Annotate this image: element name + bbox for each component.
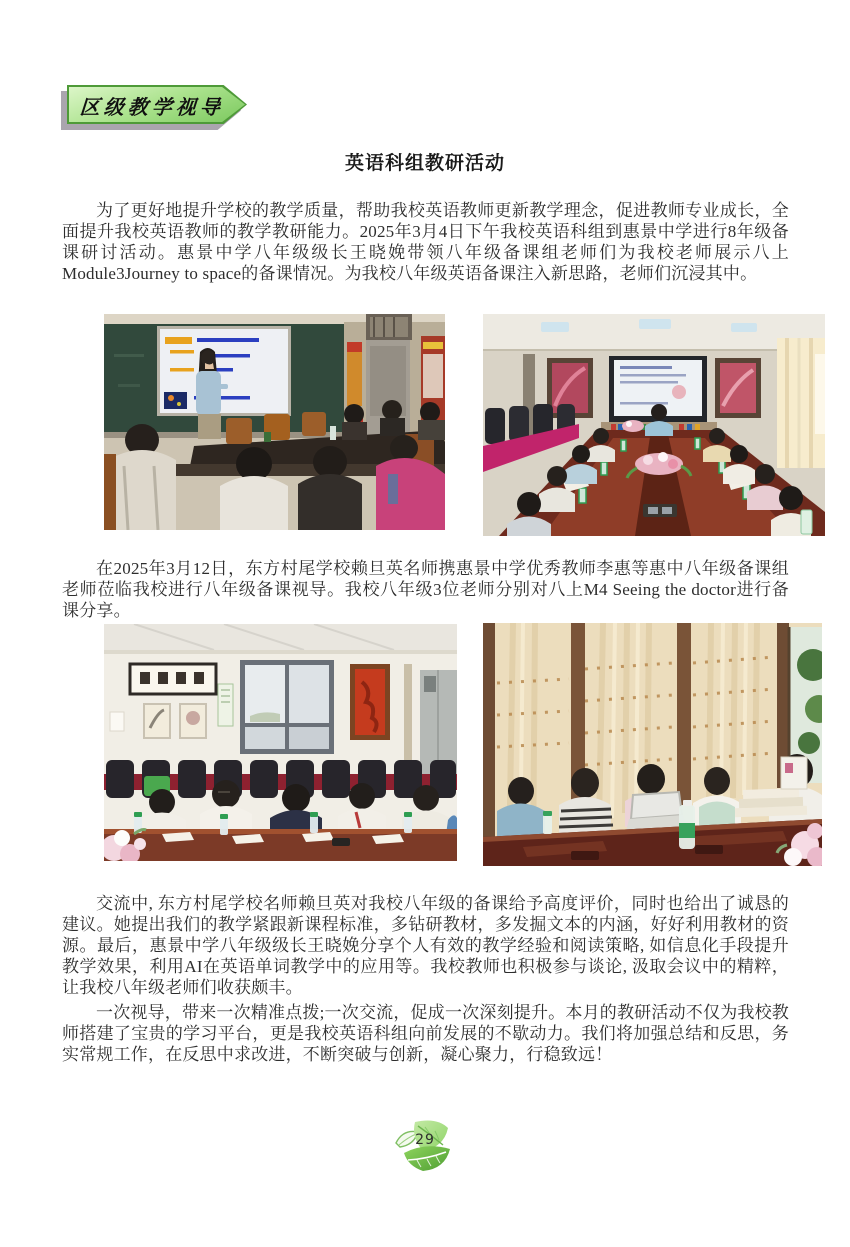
photo-classroom-presentation (104, 314, 445, 530)
paragraph-4: 一次视导，带来一次精准点拨;一次交流，促成一次深刻提升。本月的教研活动不仅为我校教师搭建了宝贵的学习平台，更是我校英语科组向前发展的不歇动力。我们将加强总结和反思，务实常规工作，在反思中求改进，不断突破与创新，凝心聚力，行稳致远！ (62, 1003, 789, 1064)
section-ribbon (67, 85, 247, 124)
paragraph-1: 为了更好地提升学校的教学质量，帮助我校英语教师更新教学理念，促进教师专业成长，全面提升我校英语教师的教学教研能力。2025年3月4日下午我校英语科组到惠景中学进行8年级备课研讨活动。惠景中学八年级级长王晓娩带领八年级备课组老师们为我校老师展示八上Module3Journey to space的备课情况。为我校八年级英语备课注入新思路，老师们沉浸其中。 (62, 201, 789, 283)
paragraph-2: 在2025年3月12日，东方村尾学校赖旦英名师携惠景中学优秀教师李惠等惠中八年级备课组老师莅临我校进行八年级备课视导。我校八年级3位老师分别对八上M4 Seeing the doctor进行备课分享。 (62, 559, 789, 620)
photo-conference-room (483, 314, 825, 536)
page-number: 29 (415, 1132, 435, 1148)
paragraph-3: 交流中, 东方村尾学校名师赖旦英对我校八年级的备课给予高度评价，同时也给出了诚恳的建议。她提出我们的教学紧跟新课程标准，多钻研教材，多发掘文本的内涵，好好利用教材的资源。最后，惠景中学八年级级长王晓娩分享个人有效的教学经验和阅读策略, 如信息化手段提升教学效果，利用AI在英语单词教学中的应用等。我校教师也积极参与谈论, 汲取会议中的精粹，让我校八年级老师们收获颇丰。 (62, 894, 789, 997)
page-footer (391, 1119, 459, 1175)
photo-meeting-room (104, 624, 457, 861)
section-ribbon-label: 区级教学视导 (79, 97, 225, 119)
article-title: 英语科组教研活动 (344, 153, 505, 174)
photo-curtained-room (483, 623, 822, 866)
